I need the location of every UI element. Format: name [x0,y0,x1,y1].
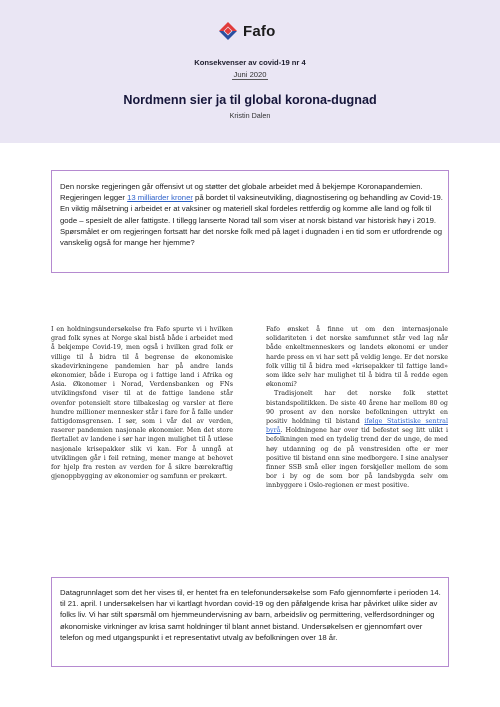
paragraph-text-end: . Holdningene har over tid befestet seg litt ulikt i befolkningen med en tydelig trend der de unge, de med høy utdanning og de på venstresiden ofte er mer positive til bistand enn sine medborgere. I sine analyser finner SSB små eller ingen forskjeller mellom de som bor i by og de som bor på landsbygda selv om innbyggere i Oslo-regionen er mest positive. [266,427,448,490]
fafo-logo-icon [218,21,238,41]
ssb-link[interactable]: ifølge Statistiske sentral byrå [266,418,448,435]
body-paragraph [266,389,448,490]
intro-text-start: Den norske regjeringen går offensivt ut og støtter det globale arbeidet med å bekjempe Koronapandemien. Regjeringen legger [60,182,423,203]
date-text: Juni 2020 [233,70,267,79]
body-column-right [266,325,448,491]
header-banner [0,0,500,143]
paragraph-text-start: Tradisjonelt har det norske folk støttet bistandspolitikken. De siste 40 årene har mellom 80 og 90 prosent av den norske befolkningen uttrykt en positiv holdning til bistand [266,390,448,426]
intro-text-end: på bordet til vaksineutvikling, diagnostisering og behandling av Covid-19. En viktig målsetning i arbeidet er at vaksiner og materiell skal fordeles rettferdig og komme alle land og folk til gode – spesielt de aller fattigste. I tillegg lanserte Norad tall som viser at norsk bistand var historisk høy i 2019. Spørsmålet er om regjeringen fortsatt har det norske folk med på laget i dugnaden i en tid som er utfordrende og vanskelig også for mange her hjemme? [60,193,443,248]
series-label: Konsekvenser av covid-19 nr 4 [194,58,306,67]
intro-text [60,181,444,248]
publication-date [0,70,500,79]
brand-name: Fafo [243,22,276,40]
body-column-left [51,325,233,481]
author-name: Kristin Dalen [229,111,271,120]
page-title: Nordmenn sier ja til global korona-dugnad [123,93,377,107]
body-paragraph: I en holdningsundersøkelse fra Fafo spurte vi i hvilken grad folk synes at Norge skal bistå både i arbeidet med å bekjempe Covid-19, men også i hvilken grad folk er villige til å bidra til å begrense de økonomiske skadevirkningene pandemien har på andre lands økonomier, både i Europa og i fattige land i Afrika og Asia. Økonomer i Norad, Verdensbanken og FNs utviklingsfond viser til at de fattige landene står ovenfor potensielt store tilbakeslag og varsler at flere hundre millioner mennesker står i fare for å falle under fattigdomsgrensen. I sør, som i vår del av verden, raserer pandemien nasjonale økonomier. Men det store flertallet av landene i sør har ingen mulighet til å utløse nasjonale krisepakker slik vi kan. For å unngå at utviklingen går i feil retning, mener mange at behovet for hjelp fra resten av verden for å sikre bærekraftig gjenoppbygging av økonomier og samfunn er prekært. [51,326,233,481]
body-paragraph: Fafo ønsket å finne ut om den internasjonale solidariteten i det norske samfunnet står ved lag når både enkeltmenneskers og landets økonomi er under harde press en vi har sett på veldig lenge. Er det norske folk villig til å bidra med «krisepakker til fattige land» som ikke selv har mulighet til å bidra til å redde egen økonomi? [266,326,448,389]
intro-link-13-milliarder[interactable]: 13 milliarder kroner [127,193,193,203]
methodology-text: Datagrunnlaget som det her vises til, er hentet fra en telefonundersøkelse som Fafo gjennomførte i perioden 14. til 21. april. I undersøkelsen har vi kartlagt hvordan covid-19 og den påfølgende krisa har påvirket ulike sider av folks liv. Vi har stilt spørsmål om hjemmeundervisning av barn, arbeidsliv og permittering, velferdsordninger og økonomiske virkninger av krisa samt holdninger til blant annet bistand. Undersøkelsen er gjennomført over telefon og med utgangspunkt i et representativt utvalg av befolkningen over 18 år. [60,588,441,642]
fafo-logo[interactable] [218,20,275,42]
